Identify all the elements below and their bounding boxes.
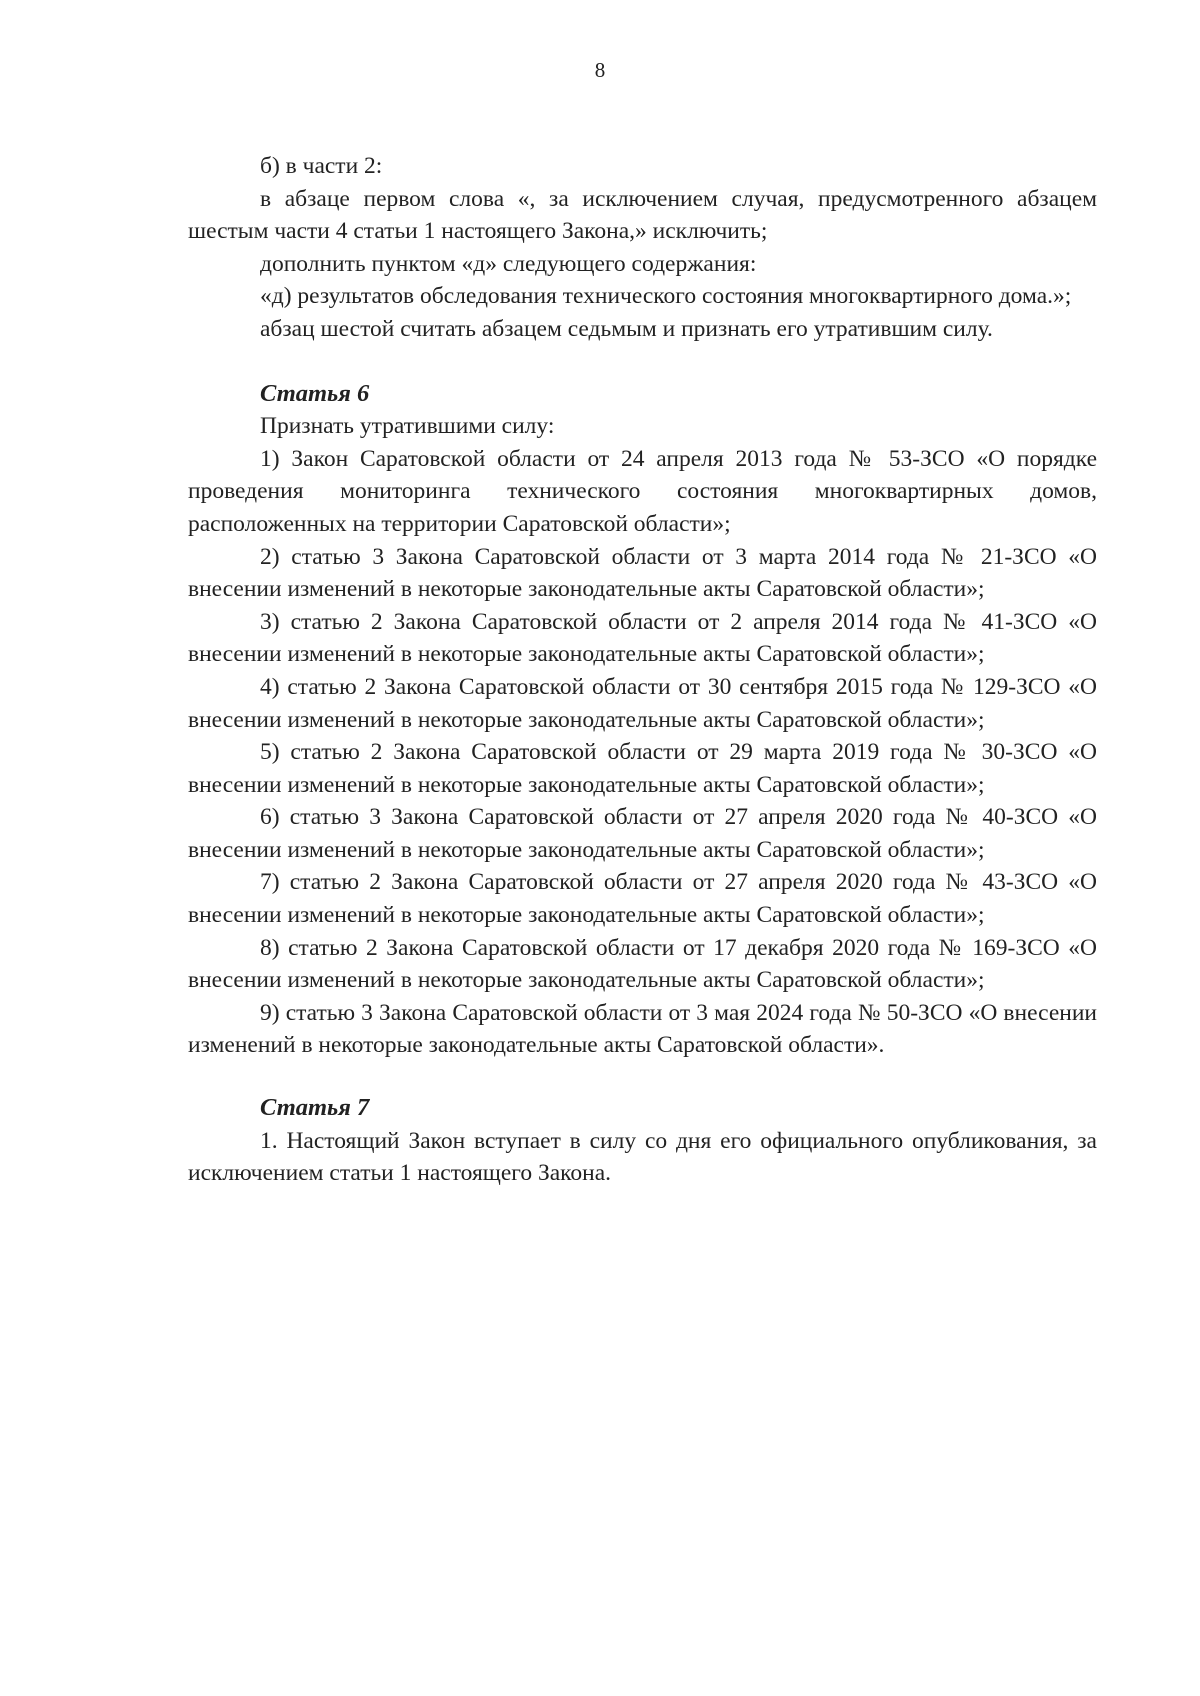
article-7-item-1: 1. Настоящий Закон вступает в силу со дня его официального опубликования, за исключением статьи 1 настоящего Закона.	[188, 1127, 1097, 1187]
article-6-item-9: 9) статью 3 Закона Саратовской области от 3 мая 2024 года № 50-ЗСО «О внесении изменений в некоторые законодательные акты Саратовской области».	[188, 999, 1097, 1059]
paragraph-abzats-six: абзац шестой считать абзацем седьмым и признать его утратившим силу.	[260, 315, 993, 342]
article-6-item-1: 1) Закон Саратовской области от 24 апреля 2013 года № 53-ЗСО «О порядке проведения мониторинга технического состояния многоквартирных домов, расположенных на территории Саратовской области»;	[188, 445, 1097, 537]
paragraph-add-item-d: дополнить пунктом «д» следующего содержания:	[260, 250, 757, 277]
spacer	[188, 1062, 1097, 1092]
article-6-item-3: 3) статью 2 Закона Саратовской области от 2 апреля 2014 года № 41-ЗСО «О внесении изменений в некоторые законодательные акты Саратовской области»;	[188, 608, 1097, 668]
article-6-item-8: 8) статью 2 Закона Саратовской области от 17 декабря 2020 года № 169-ЗСО «О внесении изменений в некоторые законодательные акты Саратовской области»;	[188, 934, 1097, 994]
article-6-item-7: 7) статью 2 Закона Саратовской области от 27 апреля 2020 года № 43-ЗСО «О внесении изменений в некоторые законодательные акты Саратовской области»;	[188, 869, 1097, 929]
paragraph-part-2: б) в части 2:	[260, 153, 383, 179]
spacer	[188, 346, 1097, 378]
document-body	[188, 150, 1097, 1190]
paragraph-item-d-text: «д) результатов обследования технического состояния многоквартирного дома.»;	[260, 283, 1072, 310]
article-6-item-2: 2) статью 3 Закона Саратовской области от 3 марта 2014 года № 21-ЗСО «О внесении изменений в некоторые законодательные акты Саратовской области»;	[188, 543, 1097, 603]
article-6-title: Статья 6	[260, 379, 370, 407]
page-number: 8	[594, 58, 606, 82]
paragraph-first-abzats-change: в абзаце первом слова «, за исключением случая, предусмотренного абзацем шестым части 4 статьи 1 настоящего Закона,» исключить;	[188, 185, 1097, 245]
article-6-intro: Признать утратившими силу:	[260, 413, 555, 440]
article-6-item-4: 4) статью 2 Закона Саратовской области от 30 сентября 2015 года № 129-ЗСО «О внесении изменений в некоторые законодательные акты Саратовской области»;	[188, 673, 1097, 733]
article-6-item-6: 6) статью 3 Закона Саратовской области от 27 апреля 2020 года № 40-ЗСО «О внесении изменений в некоторые законодательные акты Саратовской области»;	[188, 804, 1097, 863]
article-7-title: Статья 7	[260, 1094, 370, 1122]
article-6-item-5: 5) статью 2 Закона Саратовской области от 29 марта 2019 года № 30-ЗСО «О внесении изменений в некоторые законодательные акты Саратовской области»;	[188, 739, 1097, 798]
